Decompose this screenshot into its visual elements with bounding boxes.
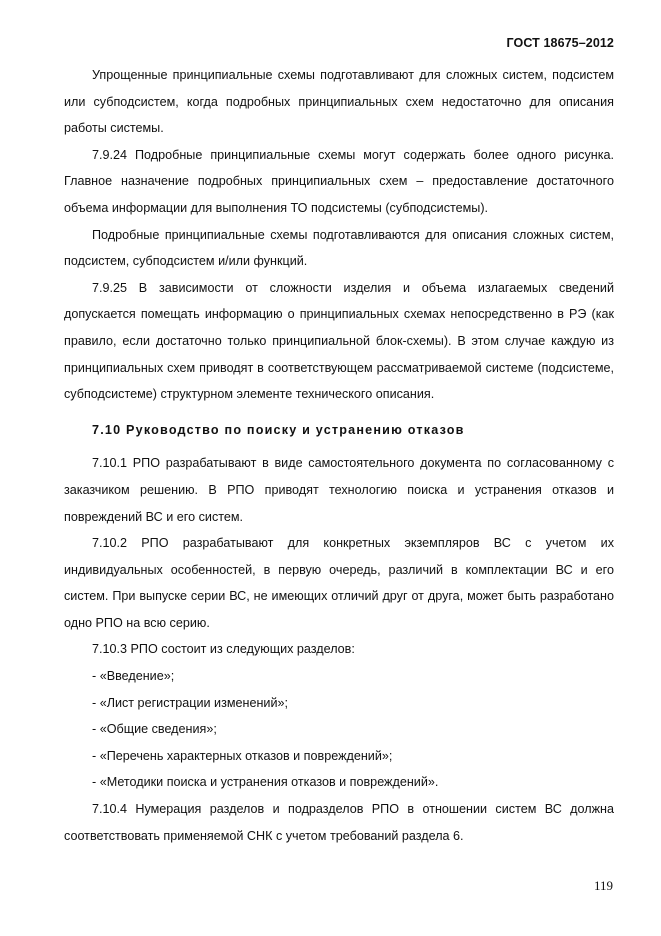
list-item: - «Перечень характерных отказов и повреждений»;	[92, 748, 393, 763]
paragraph: 7.10.4 Нумерация разделов и подразделов РПО в отношении систем ВС должна соответствовать применяемой СНК с учетом требований раздела 6.	[64, 802, 614, 843]
paragraph: 7.10.3 РПО состоит из следующих разделов:	[92, 642, 355, 657]
section-heading: 7.10 Руководство по поиску и устранению отказов	[92, 422, 465, 437]
page-number: 119	[593, 878, 613, 893]
list-item: - «Методики поиска и устранения отказов и повреждений».	[92, 775, 439, 790]
paragraph: 7.9.25 В зависимости от сложности изделия и объема излагаемых сведений допускается помещать информацию о принципиальных схемах непосредственно в РЭ (как правило, если достаточно только принципиальной блок-схемы). В этом случае каждую из принципиальных схем приводят в соответствующем рассматриваемой системе (подсистеме, субподсистеме) структурном элементе технического описания.	[64, 280, 614, 402]
paragraph: 7.9.24 Подробные принципиальные схемы могут содержать более одного рисунка. Главное назначение подробных принципиальных схем – предоставление достаточного объема информации для выполнения ТО подсистемы (субподсистемы).	[64, 147, 614, 215]
list-item: - «Общие сведения»;	[92, 722, 217, 737]
paragraph: Подробные принципиальные схемы подготавливаются для описания сложных систем, подсистем, субподсистем и/или функций.	[64, 227, 614, 269]
paragraph: 7.10.2 РПО разрабатывают для конкретных экземпляров ВС с учетом их индивидуальных особенностей, в первую очередь, различий в комплектации ВС и его систем. При выпуске серии ВС, не имеющих отличий друг от друга, может быть разработано одно РПО на всю серию.	[64, 536, 614, 630]
paragraph: Упрощенные принципиальные схемы подготавливают для сложных систем, подсистем или субподсистем, когда подробных принципиальных схем недостаточно для описания работы системы.	[64, 68, 614, 136]
document-code-header: ГОСТ 18675–2012	[506, 36, 614, 50]
list-item: - «Лист регистрации изменений»;	[92, 695, 289, 710]
page-body	[64, 62, 614, 849]
list-item: - «Введение»;	[92, 669, 175, 684]
paragraph: 7.10.1 РПО разрабатывают в виде самостоятельного документа по согласованному с заказчиком решению. В РПО приводят технологию поиска и устранения отказов и повреждений ВС и его систем.	[64, 456, 614, 524]
